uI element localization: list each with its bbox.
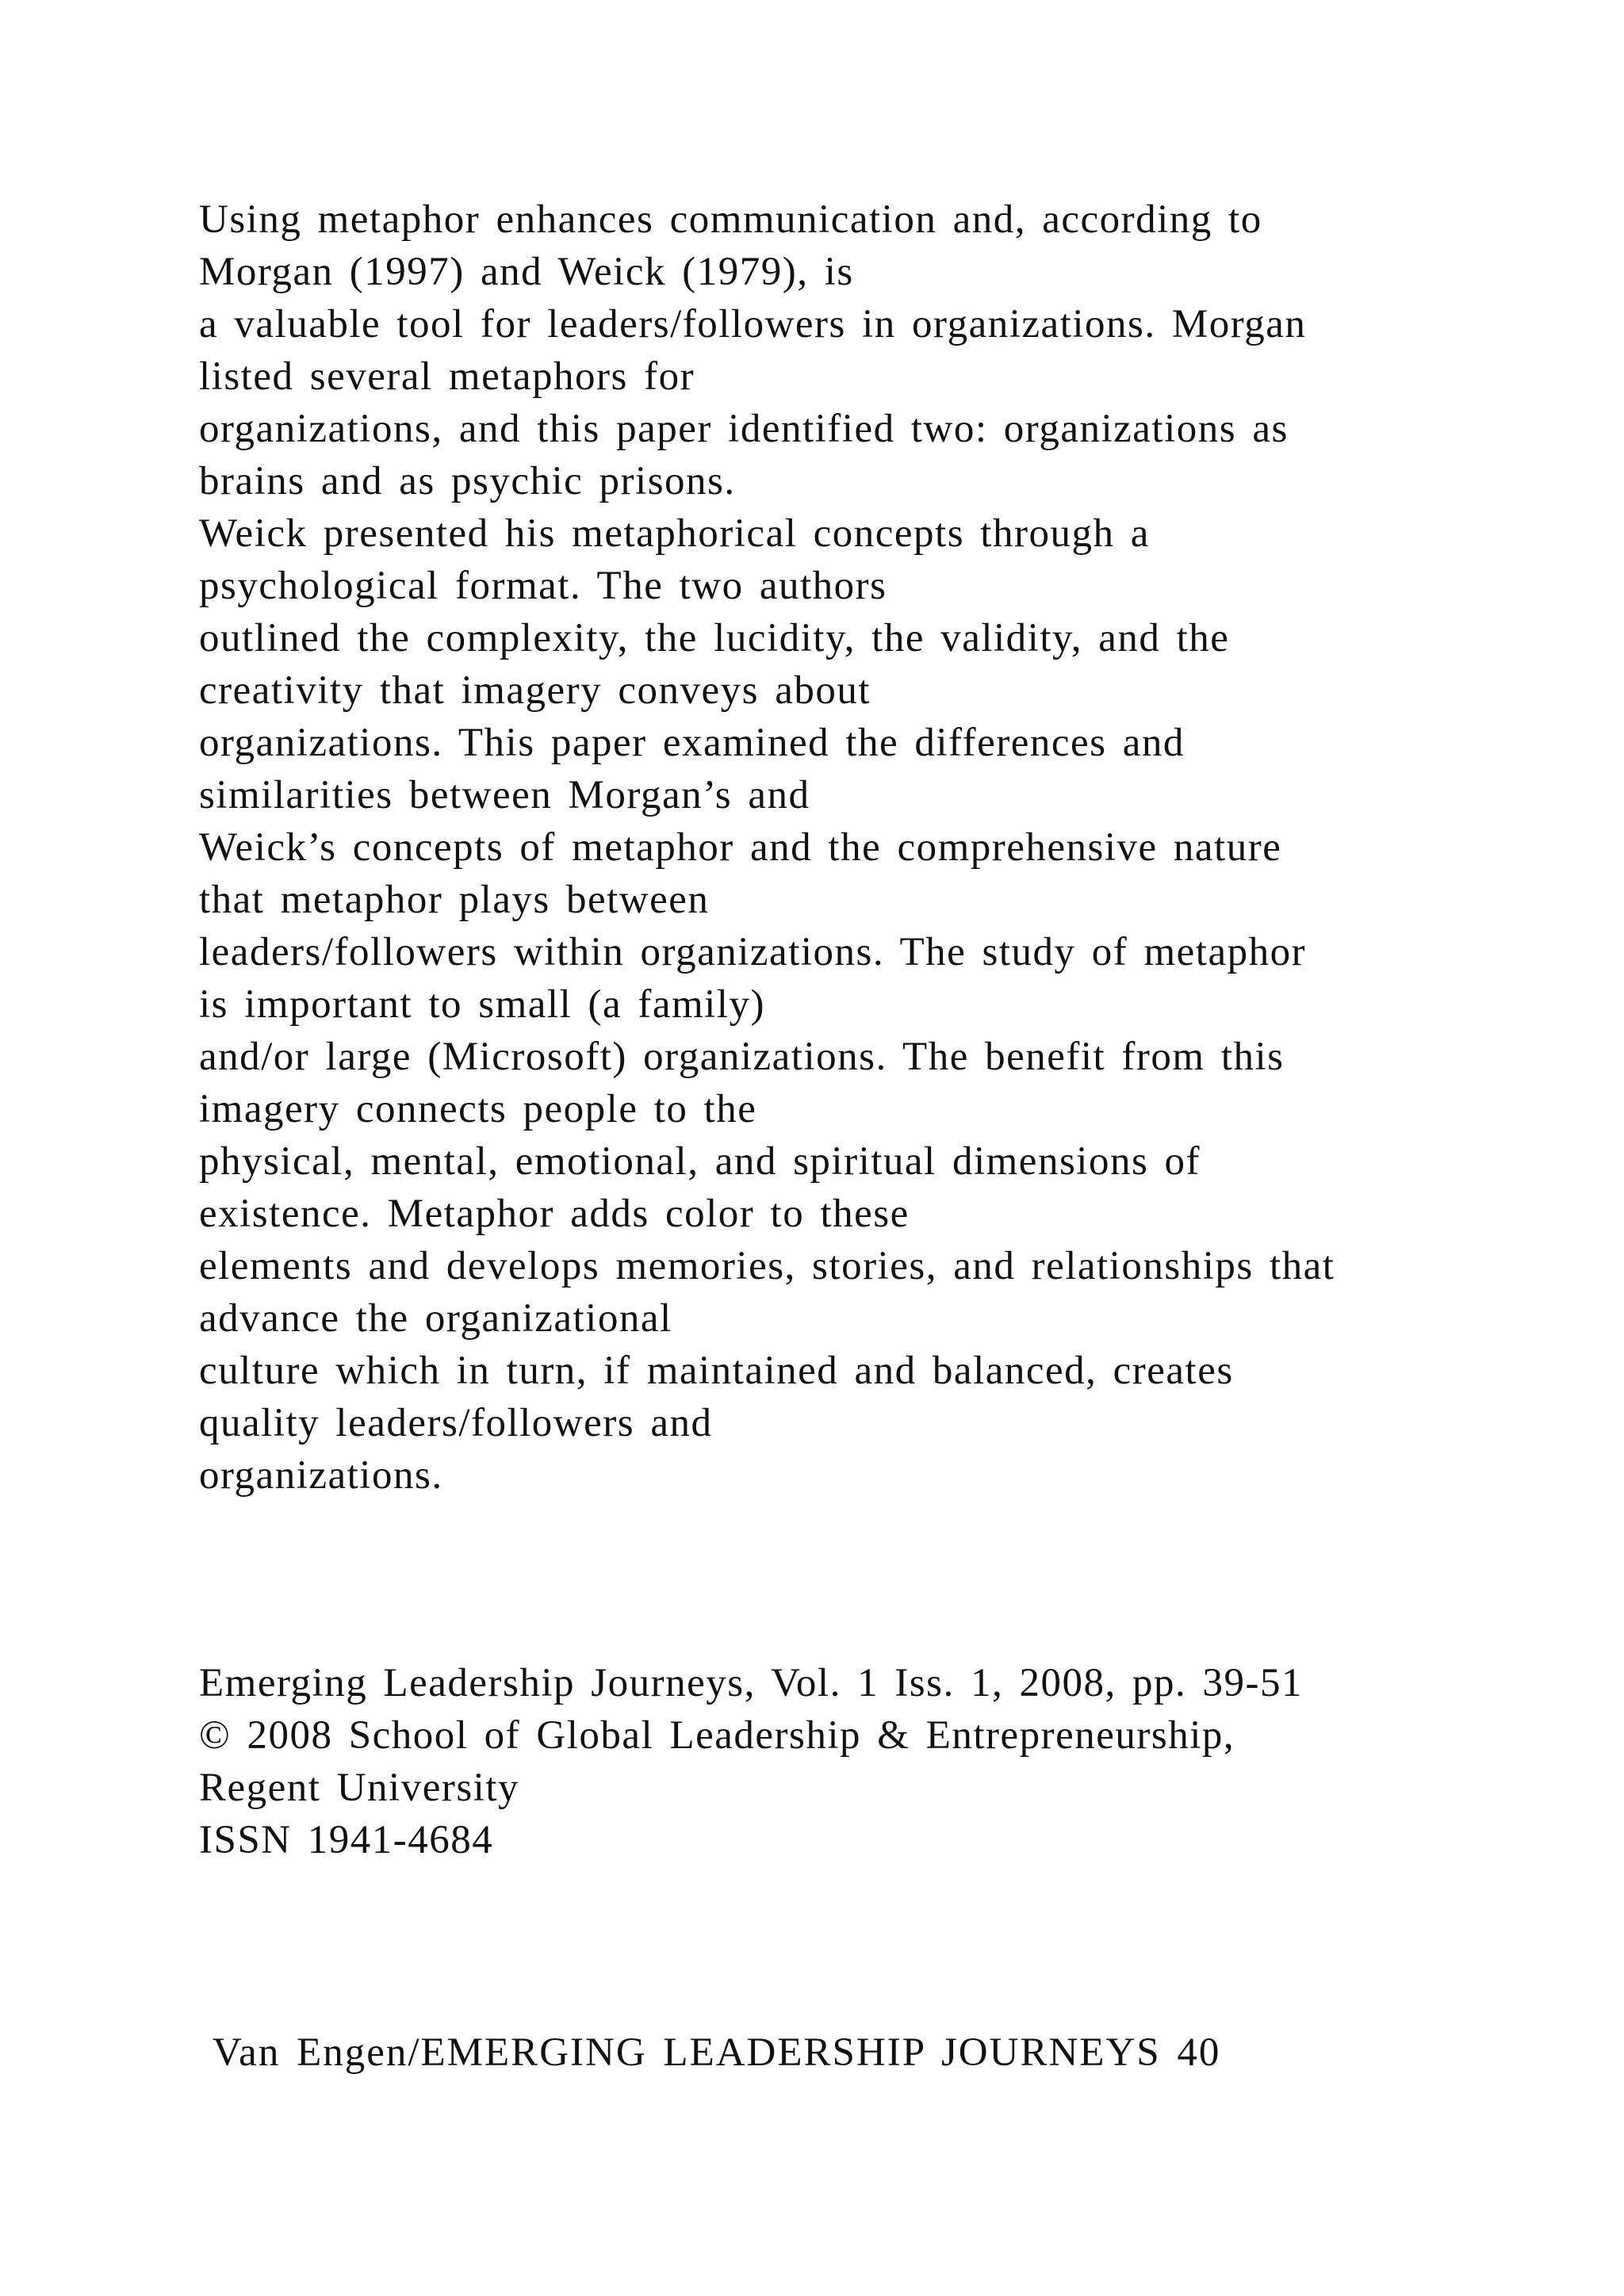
abstract-line: similarities between Morgan’s and — [199, 773, 810, 817]
journal-citation — [199, 1657, 1507, 1866]
abstract-line: outlined the complexity, the lucidity, the validity, and the — [199, 616, 1230, 660]
abstract-line: organizations. This paper examined the differences and — [199, 721, 1185, 765]
institution-name: Regent University — [199, 1766, 520, 1810]
journal-reference: Emerging Leadership Journeys, Vol. 1 Iss. 1, 2008, pp. 39-51 — [199, 1661, 1303, 1705]
abstract-line: existence. Metaphor adds color to these — [199, 1192, 910, 1236]
abstract-line: brains and as psychic prisons. — [199, 459, 736, 503]
abstract-line: culture which in turn, if maintained and balanced, creates — [199, 1349, 1234, 1393]
issn-number: ISSN 1941-4684 — [199, 1818, 494, 1862]
abstract-line: imagery connects people to the — [199, 1087, 757, 1131]
abstract-paragraph — [199, 193, 1507, 1502]
abstract-line: psychological format. The two authors — [199, 564, 887, 608]
abstract-line: and/or large (Microsoft) organizations. The benefit from this — [199, 1035, 1285, 1079]
abstract-line: listed several metaphors for — [199, 354, 695, 399]
abstract-line: a valuable tool for leaders/followers in organizations. Morgan — [199, 302, 1307, 346]
abstract-line: creativity that imagery conveys about — [199, 668, 871, 713]
abstract-line: is important to small (a family) — [199, 982, 765, 1027]
abstract-line: organizations, and this paper identified two: organizations as — [199, 407, 1289, 451]
abstract-line: Using metaphor enhances communication and, according to — [199, 197, 1262, 242]
abstract-line: organizations. — [199, 1453, 443, 1498]
abstract-line: that metaphor plays between — [199, 878, 710, 922]
abstract-line: Weick’s concepts of metaphor and the comprehensive nature — [199, 825, 1282, 870]
page-footer — [213, 2026, 1521, 2079]
abstract-line: Morgan (1997) and Weick (1979), is — [199, 250, 854, 294]
abstract-line: quality leaders/followers and — [199, 1401, 713, 1445]
abstract-line: physical, mental, emotional, and spiritual dimensions of — [199, 1139, 1201, 1184]
abstract-line: Weick presented his metaphorical concepts through a — [199, 511, 1150, 556]
copyright-notice: © 2008 School of Global Leadership & Entrepreneurship, — [199, 1713, 1235, 1758]
abstract-line: elements and develops memories, stories, and relationships that — [199, 1244, 1335, 1288]
abstract-line: advance the organizational — [199, 1296, 672, 1341]
running-head: Van Engen/EMERGING LEADERSHIP JOURNEYS 40 — [213, 2030, 1221, 2075]
abstract-line: leaders/followers within organizations. The study of metaphor — [199, 930, 1307, 974]
